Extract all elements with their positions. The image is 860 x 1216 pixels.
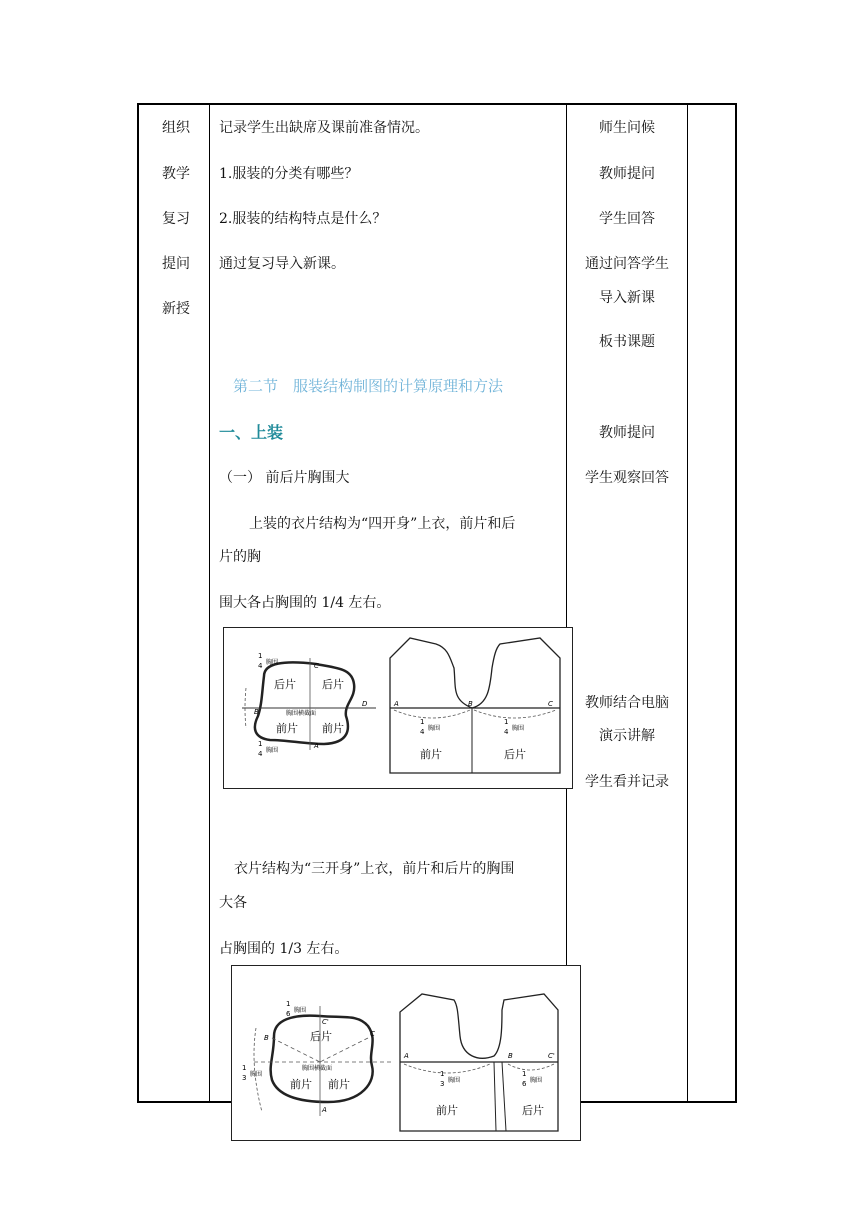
frac1-num: 1: [258, 652, 263, 660]
frac7-num: 1: [440, 1070, 445, 1078]
stage-question: 提问: [162, 256, 190, 272]
label-cross-section: 胸围横截面: [286, 710, 317, 717]
point-d-left: D: [362, 700, 368, 708]
label-back-bodice: 后片: [504, 748, 526, 761]
content-intro: 通过复习导入新课。: [219, 256, 345, 272]
lesson-table: [137, 103, 737, 1103]
activity-teacher-asks-2: 教师提问: [599, 425, 655, 441]
bodice-outline: [390, 638, 560, 773]
frac2-num: 1: [258, 740, 263, 748]
frac5-den: 6: [286, 1010, 291, 1018]
chest-outline-2: [271, 1016, 373, 1102]
frac4-label: 胸围: [512, 725, 525, 732]
label-front-2b: 前片: [328, 1078, 350, 1091]
label-front-bodice: 前片: [420, 748, 442, 761]
frac6-num: 1: [242, 1064, 247, 1072]
activity-take-notes: 学生看并记录: [585, 774, 669, 790]
column-divider-3: [687, 105, 688, 1101]
para1-line3: 围大各占胸围的 1/4 左右。: [219, 595, 391, 611]
content-question-1: 1.服装的分类有哪些？: [219, 166, 359, 182]
subheading-chest: （一） 前后片胸围大: [219, 470, 350, 486]
para2-line1: 衣片结构为“三开身”上衣，前片和后片的胸围: [234, 861, 515, 877]
content-question-2: 2.服装的结构特点是什么？: [219, 211, 387, 227]
label-back-left: 后片: [274, 678, 296, 691]
activity-demo-line1: 教师结合电脑: [585, 695, 669, 711]
frac4-num: 1: [504, 718, 509, 726]
content-line-attendance: 记录学生出缺席及课前准备情况。: [219, 120, 429, 136]
label-front-right: 前片: [322, 722, 344, 735]
label-back-right: 后片: [322, 678, 344, 691]
point-a-right-2: A: [404, 1052, 409, 1060]
frac6-den: 3: [242, 1074, 247, 1082]
para2-line3: 占胸围的 1/3 左右。: [219, 941, 349, 957]
point-a-left-2: A: [322, 1106, 327, 1114]
activity-student-answers: 学生回答: [599, 211, 655, 227]
activity-observe-answer: 学生观察回答: [585, 470, 669, 486]
label-front-left: 前片: [276, 722, 298, 735]
point-b-left-2: B: [264, 1034, 269, 1042]
point-cprime-right: C': [548, 1052, 555, 1060]
frac1-den: 4: [258, 662, 263, 670]
figure-four-panel: [223, 627, 573, 789]
point-b-right: B: [468, 700, 473, 708]
frac3-den: 4: [420, 728, 425, 736]
label-back-2: 后片: [310, 1030, 332, 1043]
frac7-den: 3: [440, 1080, 445, 1088]
point-a-right: A: [394, 700, 399, 708]
label-cross-section-2: 胸围横截面: [302, 1065, 333, 1072]
frac3-label: 胸围: [428, 725, 441, 732]
activity-qa-line2: 导入新课: [599, 290, 655, 306]
frac2-den: 4: [258, 750, 263, 758]
label-front-bodice-2: 前片: [436, 1104, 458, 1117]
frac8-num: 1: [522, 1070, 527, 1078]
heading-tops: 一、上装: [219, 423, 284, 442]
label-front-2a: 前片: [290, 1078, 312, 1091]
label-back-bodice-2: 后片: [522, 1104, 544, 1117]
frac7-label: 胸围: [448, 1077, 461, 1084]
point-c-left-2: C: [370, 1030, 375, 1038]
frac1-label: 胸围: [266, 659, 279, 666]
stage-teaching: 教学: [162, 166, 190, 182]
frac2-label: 胸围: [266, 747, 279, 754]
para2-line2: 大各: [219, 895, 247, 911]
point-a-left: A: [314, 742, 319, 750]
frac6-label: 胸围: [250, 1071, 263, 1078]
column-divider-1: [209, 105, 210, 1101]
stage-organize: 组织: [162, 120, 190, 136]
frac5-num: 1: [286, 1000, 291, 1008]
point-c-left: C: [314, 662, 319, 670]
activity-board-title: 板书课题: [599, 334, 655, 350]
para1-line1: 上装的衣片结构为“四开身”上衣，前片和后: [249, 516, 516, 532]
frac8-label: 胸围: [530, 1077, 543, 1084]
activity-demo-line2: 演示讲解: [599, 728, 655, 744]
frac4-den: 4: [504, 728, 509, 736]
activity-qa-line1: 通过问答学生: [585, 256, 669, 272]
point-b-left: B: [254, 708, 259, 716]
frac5-label: 胸围: [294, 1007, 307, 1014]
point-c-right: C: [548, 700, 553, 708]
frac8-den: 6: [522, 1080, 527, 1088]
figure-three-panel: [231, 965, 581, 1141]
activity-greeting: 师生问候: [599, 120, 655, 136]
stage-review: 复习: [162, 211, 190, 227]
frac3-num: 1: [420, 718, 425, 726]
point-b-right-2: B: [508, 1052, 513, 1060]
point-cprime-left: C': [322, 1018, 329, 1026]
section-title: 第二节 服装结构制图的计算原理和方法: [233, 377, 504, 395]
para1-line2: 片的胸: [219, 549, 261, 565]
activity-teacher-asks: 教师提问: [599, 166, 655, 182]
stage-new: 新授: [162, 301, 190, 317]
